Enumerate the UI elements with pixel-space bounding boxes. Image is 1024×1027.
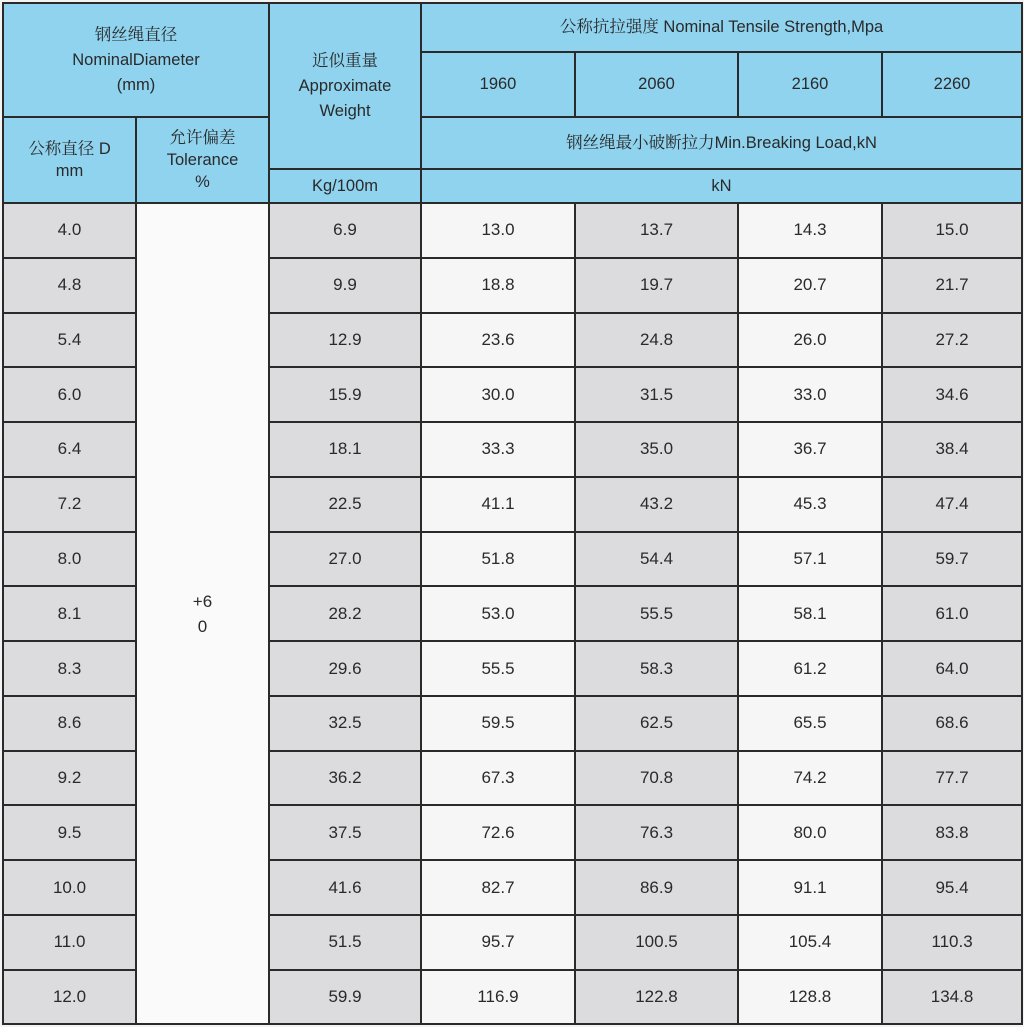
load-cell-2260: 34.6: [882, 367, 1022, 422]
weight-cell: 41.6: [269, 860, 421, 915]
tolerance-minus: 0: [197, 616, 208, 636]
load-cell-1960: 72.6: [421, 805, 575, 860]
diameter-cell: 6.0: [3, 367, 136, 422]
load-cell-2260: 21.7: [882, 258, 1022, 313]
diameter-cell: 8.1: [3, 586, 136, 641]
weight-cell: 18.1: [269, 422, 421, 477]
header-nominal-diameter-group: [3, 3, 269, 117]
diameter-cell: 5.4: [3, 313, 136, 368]
header-breaking-load: 钢丝绳最小破断拉力Min.Breaking Load,kN: [421, 117, 1022, 169]
load-cell-2260: 15.0: [882, 203, 1022, 258]
load-cell-2160: 65.5: [738, 696, 882, 751]
header-diameter-unit: (mm): [116, 75, 156, 94]
load-cell-2260: 68.6: [882, 696, 1022, 751]
load-cell-2260: 83.8: [882, 805, 1022, 860]
load-cell-2060: 43.2: [575, 477, 738, 532]
header-tolerance-unit: %: [195, 173, 210, 191]
diameter-cell: 10.0: [3, 860, 136, 915]
wire-rope-spec-table: [2, 2, 1023, 1025]
load-cell-1960: 30.0: [421, 367, 575, 422]
load-cell-2160: 91.1: [738, 860, 882, 915]
weight-cell: 32.5: [269, 696, 421, 751]
header-weight-cn: 近似重量: [312, 51, 378, 70]
load-cell-2060: 86.9: [575, 860, 738, 915]
header-nominal-d: [3, 117, 136, 203]
load-cell-2160: 33.0: [738, 367, 882, 422]
load-cell-1960: 18.8: [421, 258, 575, 313]
load-cell-2260: 110.3: [882, 915, 1022, 970]
load-cell-2260: 77.7: [882, 751, 1022, 806]
weight-cell: 15.9: [269, 367, 421, 422]
load-cell-2160: 58.1: [738, 586, 882, 641]
load-cell-2060: 122.8: [575, 970, 738, 1024]
load-cell-1960: 41.1: [421, 477, 575, 532]
load-cell-2060: 62.5: [575, 696, 738, 751]
load-cell-2260: 64.0: [882, 641, 1022, 696]
load-cell-2060: 70.8: [575, 751, 738, 806]
header-tensile-strength: 公称抗拉强度 Nominal Tensile Strength,Mpa: [421, 3, 1022, 52]
load-cell-1960: 13.0: [421, 203, 575, 258]
load-cell-1960: 82.7: [421, 860, 575, 915]
header-load-unit: kN: [421, 169, 1022, 203]
load-cell-1960: 95.7: [421, 915, 575, 970]
load-cell-2060: 13.7: [575, 203, 738, 258]
header-weight-unit: Kg/100m: [269, 169, 421, 203]
load-cell-2060: 54.4: [575, 532, 738, 587]
table-body: [3, 203, 1022, 1024]
load-cell-2160: 45.3: [738, 477, 882, 532]
load-cell-2160: 36.7: [738, 422, 882, 477]
load-cell-1960: 59.5: [421, 696, 575, 751]
load-cell-2060: 19.7: [575, 258, 738, 313]
load-cell-1960: 23.6: [421, 313, 575, 368]
header-strength-1960: 1960: [421, 52, 575, 117]
weight-cell: 12.9: [269, 313, 421, 368]
table-header: [3, 3, 1022, 203]
load-cell-1960: 33.3: [421, 422, 575, 477]
load-cell-2160: 128.8: [738, 970, 882, 1024]
diameter-cell: 4.8: [3, 258, 136, 313]
load-cell-2060: 76.3: [575, 805, 738, 860]
tolerance-cell: [136, 203, 269, 1024]
weight-cell: 27.0: [269, 532, 421, 587]
diameter-cell: 12.0: [3, 970, 136, 1024]
weight-cell: 6.9: [269, 203, 421, 258]
diameter-cell: 8.6: [3, 696, 136, 751]
weight-cell: 9.9: [269, 258, 421, 313]
load-cell-1960: 55.5: [421, 641, 575, 696]
load-cell-2060: 100.5: [575, 915, 738, 970]
load-cell-2060: 24.8: [575, 313, 738, 368]
header-strength-2260: 2260: [882, 52, 1022, 117]
diameter-cell: 9.5: [3, 805, 136, 860]
load-cell-2160: 61.2: [738, 641, 882, 696]
header-nominal-d-unit: mm: [55, 162, 84, 180]
load-cell-2060: 58.3: [575, 641, 738, 696]
weight-cell: 29.6: [269, 641, 421, 696]
load-cell-2260: 47.4: [882, 477, 1022, 532]
weight-cell: 28.2: [269, 586, 421, 641]
header-tolerance-en: Tolerance: [166, 151, 239, 169]
load-cell-2260: 95.4: [882, 860, 1022, 915]
weight-cell: 37.5: [269, 805, 421, 860]
diameter-cell: 8.3: [3, 641, 136, 696]
weight-cell: 59.9: [269, 970, 421, 1024]
tolerance-plus: +6: [192, 591, 213, 611]
header-weight-en-1: Approximate: [298, 76, 392, 95]
header-diameter-en: NominalDiameter: [72, 50, 200, 69]
header-nominal-d-label: 公称直径 D: [28, 140, 111, 158]
load-cell-2060: 55.5: [575, 586, 738, 641]
weight-cell: 51.5: [269, 915, 421, 970]
load-cell-2160: 105.4: [738, 915, 882, 970]
load-cell-2260: 59.7: [882, 532, 1022, 587]
load-cell-2160: 26.0: [738, 313, 882, 368]
header-strength-2060: 2060: [575, 52, 738, 117]
load-cell-1960: 53.0: [421, 586, 575, 641]
header-approx-weight: [269, 3, 421, 169]
header-strength-2160: 2160: [738, 52, 882, 117]
diameter-cell: 9.2: [3, 751, 136, 806]
header-diameter-cn: 钢丝绳直径: [94, 25, 178, 44]
diameter-cell: 8.0: [3, 532, 136, 587]
load-cell-2160: 74.2: [738, 751, 882, 806]
header-tolerance-cn: 允许偏差: [169, 129, 236, 147]
diameter-cell: 11.0: [3, 915, 136, 970]
weight-cell: 36.2: [269, 751, 421, 806]
diameter-cell: 4.0: [3, 203, 136, 258]
load-cell-2160: 20.7: [738, 258, 882, 313]
load-cell-1960: 51.8: [421, 532, 575, 587]
diameter-cell: 6.4: [3, 422, 136, 477]
header-weight-en-2: Weight: [319, 101, 371, 120]
header-tolerance: [136, 117, 269, 203]
load-cell-2260: 27.2: [882, 313, 1022, 368]
table-row: [3, 203, 1022, 258]
load-cell-2260: 134.8: [882, 970, 1022, 1024]
load-cell-2160: 14.3: [738, 203, 882, 258]
load-cell-2160: 80.0: [738, 805, 882, 860]
load-cell-2260: 38.4: [882, 422, 1022, 477]
load-cell-1960: 116.9: [421, 970, 575, 1024]
load-cell-2160: 57.1: [738, 532, 882, 587]
load-cell-1960: 67.3: [421, 751, 575, 806]
load-cell-2260: 61.0: [882, 586, 1022, 641]
load-cell-2060: 35.0: [575, 422, 738, 477]
load-cell-2060: 31.5: [575, 367, 738, 422]
weight-cell: 22.5: [269, 477, 421, 532]
diameter-cell: 7.2: [3, 477, 136, 532]
